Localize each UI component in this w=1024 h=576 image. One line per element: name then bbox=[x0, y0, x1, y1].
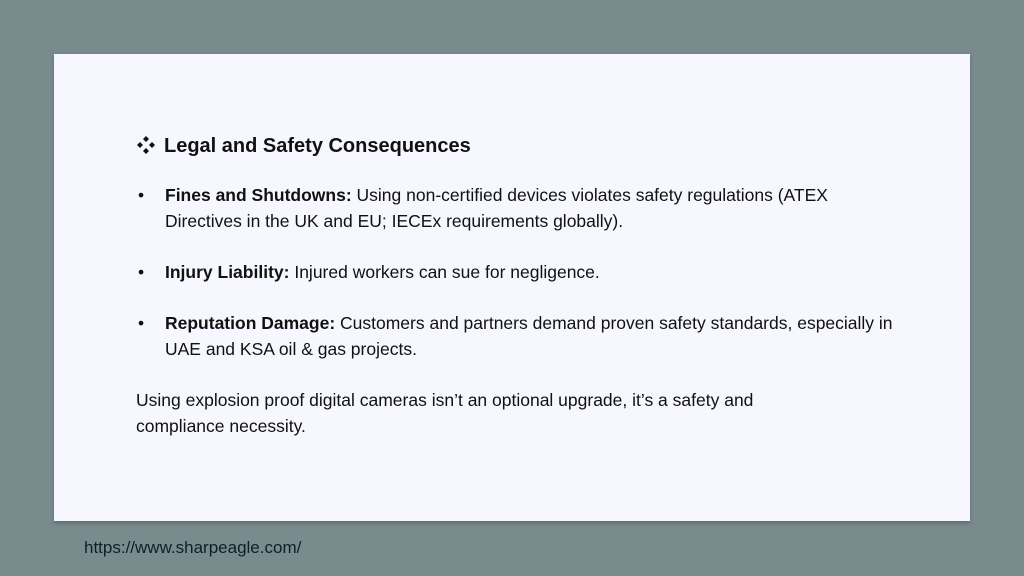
slide-heading bbox=[136, 132, 896, 160]
list-item bbox=[136, 182, 896, 234]
bullet-lead: Reputation Damage: bbox=[165, 313, 336, 333]
slide-content bbox=[136, 132, 896, 439]
closing-paragraph: Using explosion proof digital cameras isn’t an optional upgrade, it’s a safety and compliance necessity. bbox=[136, 390, 754, 436]
bullet-lead: Fines and Shutdowns: bbox=[165, 185, 352, 205]
list-item bbox=[136, 259, 896, 285]
bullet-text: Injured workers can sue for negligence. bbox=[289, 262, 600, 282]
four-diamond-bullet-icon bbox=[136, 135, 156, 155]
bullet-lead: Injury Liability: bbox=[165, 262, 290, 282]
list-item bbox=[136, 310, 896, 362]
bullet-list bbox=[136, 182, 896, 362]
bullet-text: Using non-certified devices violates safety regulations (ATEX Directives in the UK and EU; IECEx requirements globally). bbox=[165, 185, 828, 231]
footer-url-link[interactable]: https://www.sharpeagle.com/ bbox=[84, 538, 302, 557]
bullet-dot: • bbox=[138, 313, 145, 333]
bullet-dot: • bbox=[138, 185, 145, 205]
bullet-dot: • bbox=[138, 262, 145, 282]
bullet-text: Customers and partners demand proven safety standards, especially in UAE and KSA oil & gas projects. bbox=[165, 313, 893, 359]
slide-card bbox=[54, 54, 970, 521]
heading-text: Legal and Safety Consequences bbox=[164, 135, 471, 157]
